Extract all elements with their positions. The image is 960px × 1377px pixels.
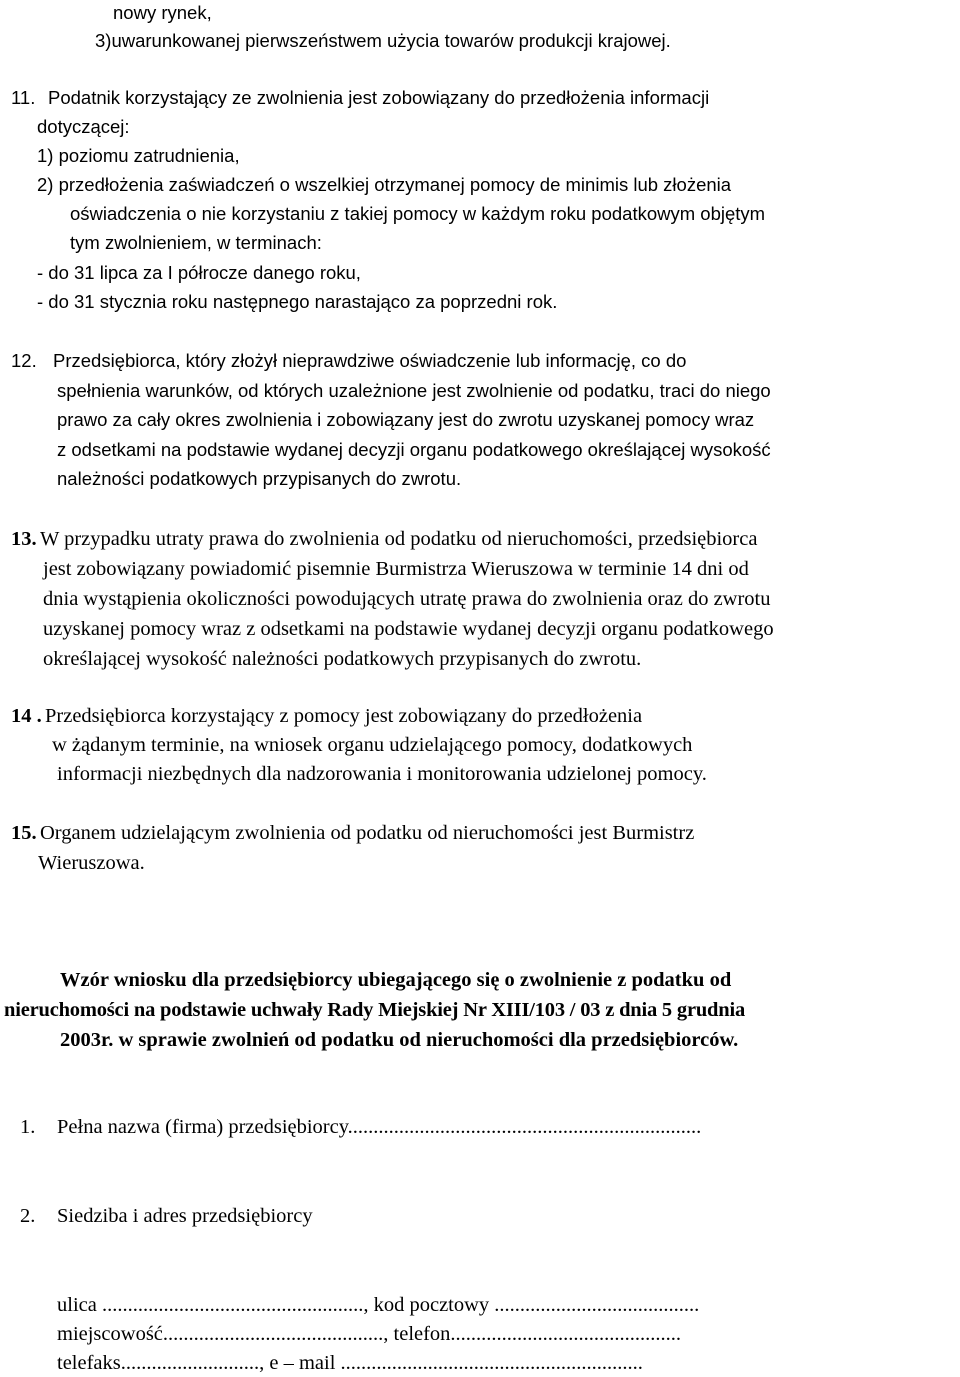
form-heading-line-1: Wzór wniosku dla przedsiębiorcy ubiegającego się o zwolnienie z podatku od — [60, 969, 732, 991]
section-12-line-1: Przedsiębiorca, który złożył nieprawdziwe oświadczenie lub informację, co do — [53, 350, 687, 371]
section-11-line-1: Podatnik korzystający ze zwolnienia jest zobowiązany do przedłożenia informacji — [48, 87, 710, 108]
section-14-line-2: w żądanym terminie, na wniosek organu udzielającego pomocy, dodatkowych — [52, 734, 693, 756]
form-heading-line-2: nieruchomości na podstawie uchwały Rady Miejskiej Nr XIII/103 / 03 z dnia 5 grudnia — [4, 999, 746, 1021]
section-11-line-4: 2) przedłożenia zaświadczeń o wszelkiej otrzymanej pomocy de minimis lub złożenia — [37, 174, 732, 195]
top-line-2: 3)uwarunkowanej pierwszeństwem użycia towarów produkcji krajowej. — [95, 30, 671, 51]
form-line-street-postcode: ulica ..................................................., kod pocztowy ........................................ — [57, 1294, 700, 1316]
section-14-line-3: informacji niezbędnych dla nadzorowania i monitorowania udzielonej pomocy. — [57, 763, 707, 785]
section-11-line-8: - do 31 stycznia roku następnego narastająco za poprzedni rok. — [37, 291, 558, 312]
section-11-line-2: dotyczącej: — [37, 116, 130, 137]
form-item-company-name: Pełna nazwa (firma) przedsiębiorcy..................................................................... — [57, 1116, 702, 1138]
form-line-city-phone: miejscowość..........................................., telefon............................................. — [57, 1323, 682, 1345]
form-item-1-number: 1. — [20, 1116, 36, 1138]
section-11-line-5: oświadczenia o nie korzystaniu z takiej pomocy w każdym roku podatkowym objętym — [70, 203, 766, 224]
section-15-line-2: Wieruszowa. — [38, 852, 145, 874]
form-item-2-number: 2. — [20, 1205, 36, 1227]
section-12-line-5: należności podatkowych przypisanych do zwrotu. — [57, 468, 462, 489]
section-12-number: 12. — [11, 350, 37, 371]
section-12-line-3: prawo za cały okres zwolnienia i zobowiązany jest do zwrotu uzyskanej pomocy wraz — [57, 409, 755, 430]
section-11-line-6: tym zwolnieniem, w terminach: — [70, 232, 322, 253]
section-13-line-3: dnia wystąpienia okoliczności powodujących utratę prawa do zwolnienia oraz do zwrotu — [43, 588, 771, 610]
form-heading-line-3: 2003r. w sprawie zwolnień od podatku od nieruchomości dla przedsiębiorców. — [60, 1029, 739, 1051]
form-line-fax-email: telefaks..........................., e – mail ........................................................... — [57, 1352, 643, 1374]
section-14-number: 14 . — [11, 705, 42, 727]
section-12-line-2: spełnienia warunków, od których uzależnione jest zwolnienie od podatku, traci do niego — [57, 380, 771, 401]
section-13-number: 13. — [11, 528, 37, 550]
form-item-address-heading: Siedziba i adres przedsiębiorcy — [57, 1205, 313, 1227]
section-13-line-1: W przypadku utraty prawa do zwolnienia od podatku od nieruchomości, przedsiębiorca — [40, 528, 758, 550]
section-15-number: 15. — [11, 822, 37, 844]
section-13-line-2: jest zobowiązany powiadomić pisemnie Burmistrza Wieruszowa w terminie 14 dni od — [43, 558, 749, 580]
top-line-1: nowy rynek, — [113, 2, 212, 23]
section-12-line-4: z odsetkami na podstawie wydanej decyzji organu podatkowego określającej wysokość — [57, 439, 771, 460]
section-14-line-1: Przedsiębiorca korzystający z pomocy jest zobowiązany do przedłożenia — [45, 705, 643, 727]
section-11-line-7: - do 31 lipca za I półrocze danego roku, — [37, 262, 361, 283]
section-15-line-1: Organem udzielającym zwolnienia od podatku od nieruchomości jest Burmistrz — [40, 822, 695, 844]
section-13-line-4: uzyskanej pomocy wraz z odsetkami na podstawie wydanej decyzji organu podatkowego — [43, 618, 774, 640]
section-11-number: 11. — [11, 87, 36, 108]
section-13-line-5: określającej wysokość należności podatkowych przypisanych do zwrotu. — [43, 648, 642, 670]
section-11-line-3: 1) poziomu zatrudnienia, — [37, 145, 240, 166]
